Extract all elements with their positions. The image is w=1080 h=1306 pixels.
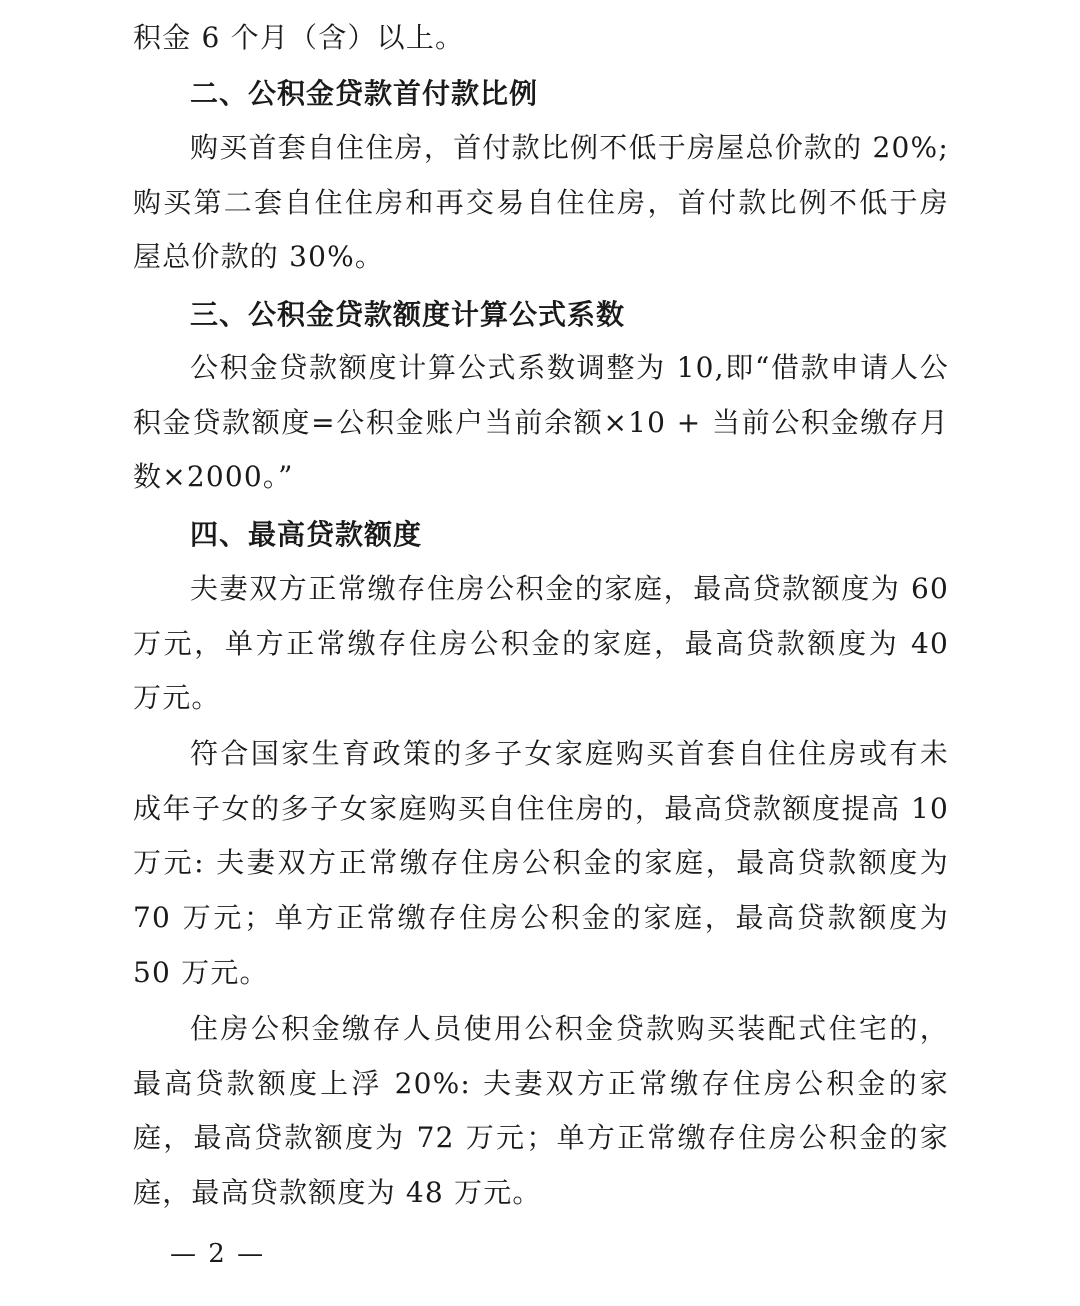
paragraph-multi-child: 符合国家生育政策的多子女家庭购买首套自住住房或有未成年子女的多子女家庭购买自住住房的，最高贷款额度提高 10 万元: 夫妻双方正常缴存住房公积金的家庭，最高贷款额度为 70 万元；单方正常缴存住房公积金的家庭，最高贷款额度为 50 万元。 — [133, 737, 949, 989]
section-heading-down-payment: 二、公积金贷款首付款比例 — [190, 77, 539, 110]
section-heading-max-loan: 四、最高贷款额度 — [190, 518, 423, 551]
paragraph-continuation: 积金 6 个月（含）以上。 — [133, 21, 465, 54]
page-number: — 2 — — [170, 1239, 266, 1269]
paragraph-max-loan: 夫妻双方正常缴存住房公积金的家庭，最高贷款额度为 60 万元，单方正常缴存住房公积金的家庭，最高贷款额度为 40 万元。 — [133, 572, 949, 715]
paragraph-formula: 公积金贷款额度计算公式系数调整为 10,即“借款申请人公积金贷款额度=公积金账户当前余额×10 + 当前公积金缴存月数×2000。” — [133, 351, 949, 494]
paragraph-down-payment: 购买首套自住住房，首付款比例不低于房屋总价款的 20%;购买第二套自住住房和再交易自住住房，首付款比例不低于房屋总价款的 30%。 — [133, 131, 949, 274]
paragraph-prefab-housing: 住房公积金缴存人员使用公积金贷款购买装配式住宅的，最高贷款额度上浮 20%: 夫妻双方正常缴存住房公积金的家庭，最高贷款额度为 72 万元；单方正常缴存住房公积金的家庭，最高贷款额度为 48 万元。 — [133, 1012, 949, 1210]
section-heading-formula: 三、公积金贷款额度计算公式系数 — [190, 298, 626, 331]
